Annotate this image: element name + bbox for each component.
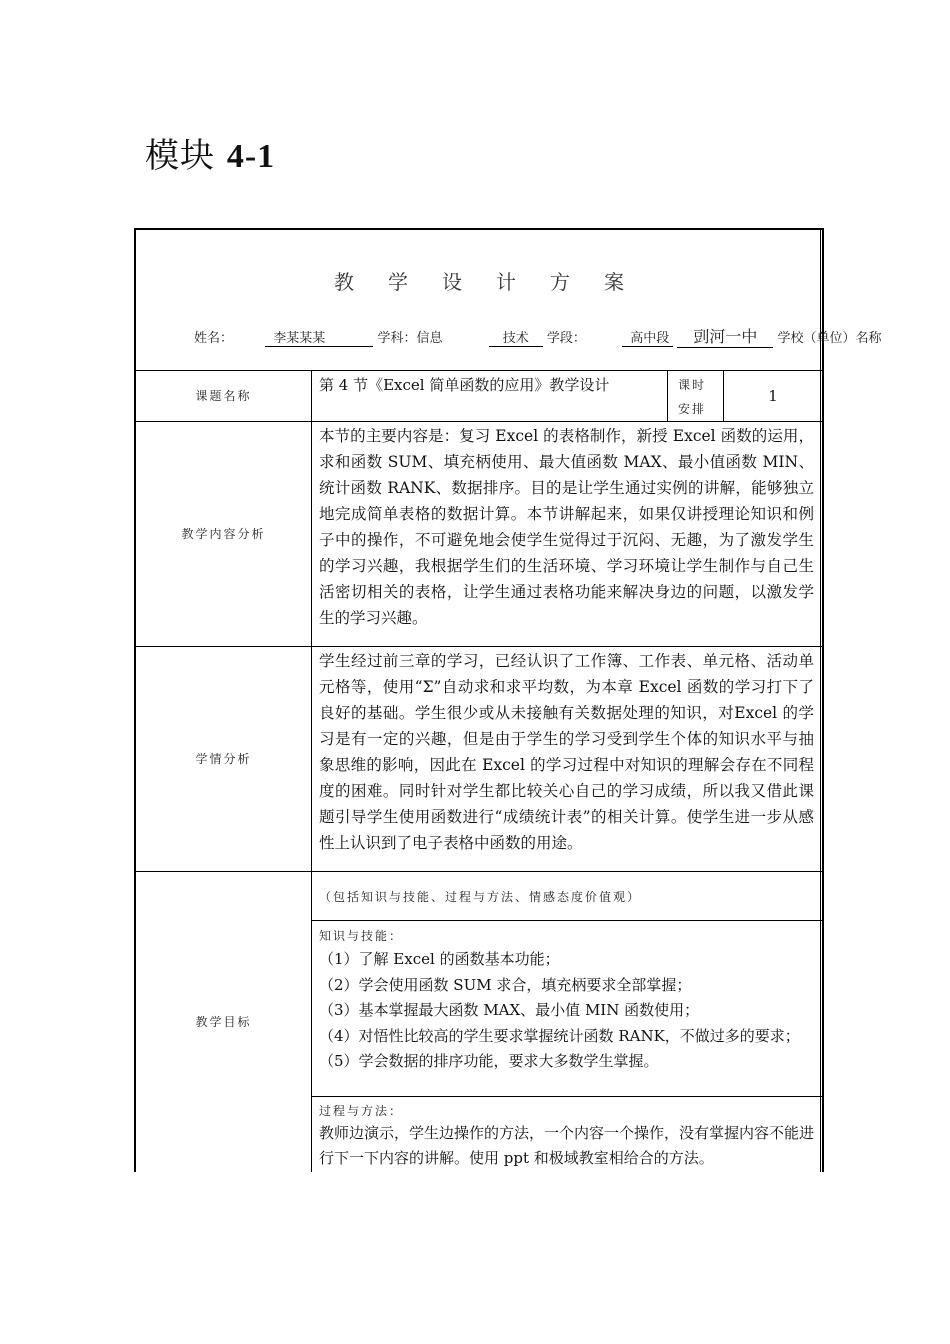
knowledge-skills-label: 知识与技能： [319, 929, 404, 943]
subject-value: 技术 [489, 327, 543, 347]
content-analysis-text: 本节的主要内容是：复习 Excel 的表格制作，新授 Excel 函数的运用，求和函数 SUM、填充柄使用、最大值函数 MAX、最小值函数 MIN、统计函数 RANK、数据排序。目的是让学生通过实例的讲解，能够独立地完成简单表格的数据计算。本节讲解起来，如果仅讲授理论知识和例子中的操作，不可避免地会使学生觉得过于沉闷、无趣，为了激发学生的学习兴趣，我根据学生们的生活环境、学习环境让学生制作与自己生活密切相关的表格，让学生通过表格功能来解决身边的问题，以激发学生的学习兴趣。 [319, 427, 814, 627]
name-value: 李某某某 [265, 327, 373, 347]
subject-label: 学科：信息 [377, 331, 443, 346]
topic-value: 第 4 节《Excel 简单函数的应用》教学设计 [319, 376, 610, 394]
objectives-intro: （包括知识与技能、过程与方法、情感态度价值观） [319, 890, 642, 904]
class-hours-label [668, 373, 723, 421]
list-item: （1）了解 Excel 的函数基本功能； [319, 950, 560, 968]
stage-value: 高中段 [622, 327, 673, 347]
stage-label: 学段： [546, 331, 586, 346]
school-label: 学校（单位）名称 [777, 331, 882, 346]
student-analysis-label: 学情分析 [195, 752, 252, 766]
school-name: 剅河一中 [677, 324, 773, 348]
topic-label: 课题名称 [195, 389, 252, 403]
name-label: 姓名： [194, 331, 234, 346]
module-title [145, 132, 275, 181]
module-prefix: 模块 [145, 136, 215, 176]
list-item: （2）学会使用函数 SUM 求合，填充柄要求全部掌握； [319, 975, 692, 994]
list-item: （3）基本掌握最大函数 MAX、最小值 MIN 函数使用； [319, 1001, 700, 1019]
list-item: （5）学会数据的排序功能，要求大多数学生掌握。 [319, 1052, 659, 1070]
process-method-text: 教师边演示，学生边操作的方法，一个内容一个操作，没有掌握内容不能进行下一下内容的讲解。使用 ppt 和极域教室相给合的方法。 [319, 1124, 815, 1167]
module-number: 4-1 [226, 138, 276, 175]
knowledge-skills-list [319, 947, 814, 1075]
class-hours-label-line1: 课时 [678, 378, 707, 392]
objectives-label: 教学目标 [195, 1015, 252, 1029]
column-divider [311, 370, 312, 1172]
student-analysis-text: 学生经过前三章的学习，已经认识了工作簿、工作表、单元格、活动单元格等，使用“Σ”自动求和求平均数，为本章 Excel 函数的学习打下了良好的基础。学生很少或从未接触有关数据处理的知识，对Excel 的学习是有一定的兴趣，但是由于学生的学习受到学生个体的知识水平与抽象思维的影响，因此在 Excel 的学习过程中对知识的理解会存在不同程度的困难。同时针对学生都比较关心自己的学习成绩，所以我又借此课题引导学生使用函数进行“成绩统计表”的相关计算。使学生进一步从感性上认识到了电子表格中函数的用途。 [319, 652, 814, 852]
class-hours-value: 1 [768, 387, 778, 405]
plan-title: 教学设计方案 [334, 270, 658, 294]
divider [311, 1096, 822, 1097]
divider [311, 920, 822, 921]
class-hours-label-line2: 安排 [678, 402, 707, 416]
process-method-label: 过程与方法： [319, 1104, 404, 1118]
teacher-info-line [194, 324, 882, 348]
content-analysis-label: 教学内容分析 [181, 527, 266, 541]
lesson-plan-table [134, 228, 882, 1172]
list-item: （4）对悟性比较高的学生要求掌握统计函数 RANK，不做过多的要求； [319, 1026, 800, 1045]
